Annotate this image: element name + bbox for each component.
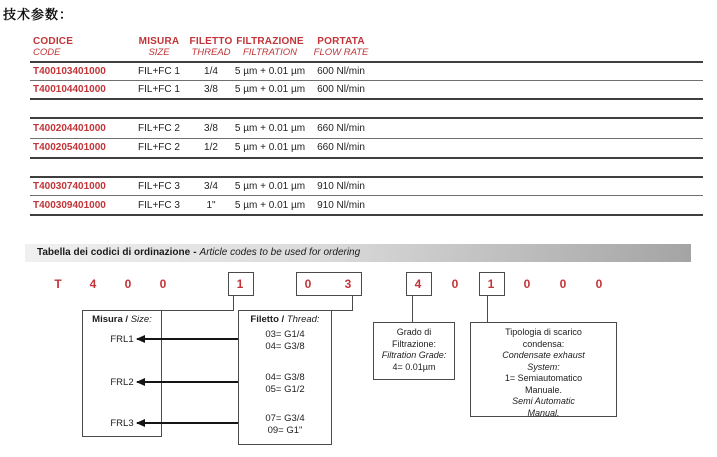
code-digit-box-thread — [296, 272, 362, 296]
thread-box — [238, 310, 332, 445]
cell-flow: 660 Nl/min — [317, 123, 365, 134]
connector-line — [233, 295, 234, 310]
table-rule — [30, 117, 703, 119]
exhaust-value-en: Semi Automatic — [512, 396, 575, 406]
page-title: 技术参数： — [3, 7, 74, 22]
table-row — [33, 197, 393, 214]
table-row — [33, 139, 393, 156]
cell-code: T400103401000 — [33, 66, 106, 77]
table-row — [33, 81, 393, 98]
table-header-row — [33, 35, 393, 59]
thread-box-title-en: Thread: — [286, 314, 320, 325]
cell-thread: 1" — [206, 200, 216, 211]
exhaust-line-en: System: — [527, 361, 560, 372]
thread-option: 09= G1" — [267, 424, 303, 436]
cell-size: FIL+FC 2 — [138, 142, 180, 153]
header-code-it: CODICE — [33, 36, 74, 47]
cell-filtration: 5 µm + 0.01 µm — [234, 123, 306, 134]
code-digit: 0 — [304, 277, 312, 291]
code-digit: 0 — [159, 277, 167, 291]
table-row — [33, 63, 393, 80]
code-digit: T — [54, 277, 62, 291]
exhaust-value: 1= Semiautomatico — [504, 373, 583, 383]
table-row — [33, 178, 393, 195]
header-filtration-en: FILTRATION — [242, 47, 297, 58]
size-box-title-en: Size: — [130, 314, 152, 325]
thread-option: 04= G3/8 — [265, 340, 305, 352]
size-box — [82, 310, 162, 437]
cell-filtration: 5 µm + 0.01 µm — [234, 84, 306, 95]
thread-options-frl3 — [239, 413, 331, 436]
cell-flow: 660 Nl/min — [317, 142, 365, 153]
thread-option: 05= G1/2 — [265, 383, 305, 395]
code-digit-box-filtration — [406, 272, 432, 296]
double-arrow-frl3 — [137, 422, 253, 424]
cell-size: FIL+FC 1 — [138, 84, 180, 95]
ordering-banner — [25, 244, 691, 262]
header-size-en: SIZE — [148, 47, 170, 58]
table-rule — [30, 214, 703, 216]
cell-filtration: 5 µm + 0.01 µm — [234, 181, 306, 192]
cell-thread: 3/8 — [204, 123, 218, 134]
filtration-line-it: Filtrazione: — [391, 338, 436, 349]
cell-code: T400205401000 — [33, 142, 106, 153]
header-flow-en: FLOW RATE — [313, 47, 369, 58]
code-digit: 0 — [451, 277, 459, 291]
code-digit: 0 — [523, 277, 531, 291]
ordering-banner-separator: - — [193, 247, 197, 258]
code-digit: 4 — [414, 277, 422, 291]
condensate-exhaust-box — [470, 322, 617, 417]
cell-flow: 910 Nl/min — [317, 181, 365, 192]
cell-thread: 1/2 — [204, 142, 218, 153]
code-digit: 1 — [236, 277, 244, 291]
exhaust-line-en: Condensate exhaust — [502, 350, 585, 360]
connector-line — [332, 310, 353, 311]
thread-options-frl1 — [239, 329, 331, 352]
table-row — [33, 120, 393, 137]
table-rule — [30, 157, 703, 159]
cell-flow: 600 Nl/min — [317, 84, 365, 95]
size-item-frl3: FRL3 — [110, 418, 134, 429]
cell-code: T400309401000 — [33, 200, 106, 211]
cell-filtration: 5 µm + 0.01 µm — [234, 142, 306, 153]
code-digit: 3 — [344, 277, 352, 291]
cell-flow: 910 Nl/min — [317, 200, 365, 211]
thread-box-title-it: Filetto / — [250, 314, 285, 325]
filtration-grade-box — [373, 322, 455, 380]
header-filtration-it: FILTRAZIONE — [236, 36, 304, 47]
cell-filtration: 5 µm + 0.01 µm — [234, 66, 306, 77]
cell-size: FIL+FC 1 — [138, 66, 180, 77]
column-header-filtration — [234, 36, 306, 58]
cell-size: FIL+FC 3 — [138, 200, 180, 211]
size-item-frl2: FRL2 — [110, 377, 134, 388]
column-header-thread — [188, 36, 234, 58]
code-digit: 0 — [124, 277, 132, 291]
cell-filtration: 5 µm + 0.01 µm — [234, 200, 306, 211]
header-thread-en: THREAD — [191, 47, 231, 58]
table-rule — [30, 98, 703, 100]
filtration-line-it: Grado di — [396, 327, 432, 337]
size-item-frl1: FRL1 — [110, 334, 134, 345]
column-header-size — [130, 36, 188, 58]
ordering-banner-title-it: Tabella dei codici di ordinazione — [37, 247, 191, 258]
header-thread-it: FILETTO — [189, 36, 233, 47]
exhaust-line-it: condensa: — [522, 338, 565, 349]
size-box-title-it: Misura / — [92, 314, 129, 325]
thread-option: 04= G3/8 — [265, 372, 305, 383]
exhaust-value-en: Manual. — [527, 407, 560, 418]
filtration-line-en: Filtration Grade: — [381, 350, 447, 360]
code-digit-box-size — [228, 272, 254, 296]
column-header-flow — [306, 36, 376, 58]
cell-size: FIL+FC 2 — [138, 123, 180, 134]
cell-flow: 600 Nl/min — [317, 66, 365, 77]
header-code-en: CODE — [33, 47, 61, 58]
code-digit-box-exhaust — [479, 272, 505, 296]
column-header-code — [33, 36, 130, 58]
cell-code: T400204401000 — [33, 123, 106, 134]
ordering-banner-title-en: Article codes to be used for ordering — [199, 247, 361, 258]
thread-box-title — [239, 314, 331, 325]
thread-option: 03= G1/4 — [265, 329, 305, 340]
size-box-title — [83, 314, 161, 325]
connector-line — [412, 295, 413, 322]
double-arrow-frl2 — [137, 381, 253, 383]
thread-option: 07= G3/4 — [265, 413, 305, 424]
exhaust-value: Manuale. — [524, 384, 563, 395]
connector-line — [487, 295, 488, 322]
cell-code: T400104401000 — [33, 84, 106, 95]
double-arrow-frl1 — [137, 338, 253, 340]
code-digit: 4 — [89, 277, 97, 291]
filtration-value: 4= 0.01µm — [392, 361, 436, 372]
cell-thread: 1/4 — [204, 66, 218, 77]
cell-thread: 3/4 — [204, 181, 218, 192]
cell-thread: 3/8 — [204, 84, 218, 95]
cell-code: T400307401000 — [33, 181, 106, 192]
header-flow-it: PORTATA — [317, 36, 365, 47]
cell-size: FIL+FC 3 — [138, 181, 180, 192]
code-digit: 1 — [487, 277, 495, 291]
exhaust-line-it: Tipologia di scarico — [505, 327, 582, 337]
thread-options-frl2 — [239, 372, 331, 395]
code-digit: 0 — [559, 277, 567, 291]
connector-line — [162, 310, 234, 311]
table-rule — [30, 195, 703, 196]
code-digit: 0 — [595, 277, 603, 291]
header-size-it: MISURA — [138, 36, 180, 47]
connector-line — [352, 295, 353, 310]
